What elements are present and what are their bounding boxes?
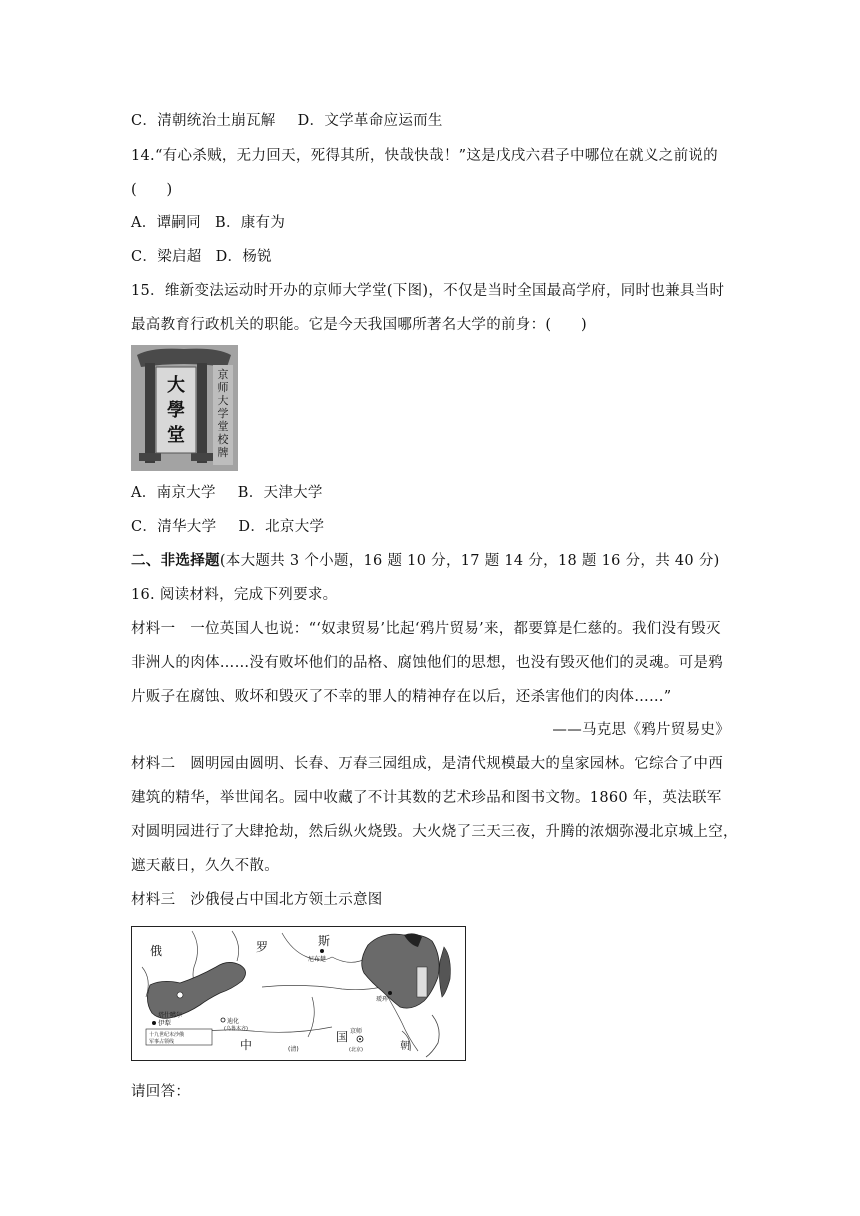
q15-stem-line2: 最高教育行政机关的职能。它是今天我国哪所著名大学的前身：( ) — [131, 317, 587, 333]
map-label-yili: 伊犁 — [158, 1019, 171, 1027]
material-1-line1: 材料一 一位英国人也说：“‘奴隶贸易’比起‘鸦片贸易’来，都要算是仁慈的。我们没有毁灭 — [131, 621, 721, 637]
plaque-char-3: 堂 — [167, 425, 185, 446]
q15-option-a: A．南京大学 — [131, 485, 216, 501]
map-label-zhong: 中 — [240, 1038, 253, 1052]
map-label-guo: 国 — [336, 1030, 349, 1044]
q14-option-a: A．谭嗣同 — [131, 215, 201, 231]
q15-options-cd — [131, 517, 324, 537]
plaque-caption-5: 堂 — [217, 420, 229, 433]
q15-option-d: D．北京大学 — [238, 519, 325, 535]
plaque-caption-1: 京 — [217, 368, 229, 381]
plaque-char-1: 大 — [167, 375, 185, 396]
russia-occupation-map — [131, 926, 466, 1061]
q14-options-cd — [131, 247, 272, 267]
plaque-caption-3: 大 — [217, 394, 229, 407]
plaque-caption-7: 牌 — [217, 446, 229, 459]
q16-stem: 16. 阅读材料，完成下列要求。 — [131, 587, 338, 603]
q14-answer-blank: ( ) — [131, 182, 173, 198]
material-1-line2: 非洲人的肉体……没有败坏他们的品格、腐蚀他们的思想，也没有毁灭他们的灵魂。可是鸦 — [131, 655, 723, 671]
map-legend-text-2: 军事占领线 — [149, 1039, 175, 1045]
q15-option-b: B．天津大学 — [237, 485, 323, 501]
material-2-line3: 对圆明园进行了大肆抢劫，然后纵火烧毁。大火烧了三天三夜，升腾的浓烟弥漫北京城上空， — [131, 824, 738, 840]
answer-prompt: 请回答： — [131, 1084, 191, 1100]
map-label-tashkent: 塔什噶尔 — [158, 1012, 183, 1019]
material-2-line1: 材料二 圆明园由圆明、长春、万春三园组成，是清代规模最大的皇家园林。它综合了中西 — [131, 756, 723, 772]
material-1-source: ——马克思《鸦片贸易史》 — [552, 722, 730, 738]
section-2-title: 二、非选择题 — [131, 552, 220, 569]
q15-option-c: C．清华大学 — [131, 519, 217, 535]
plaque-caption-6: 校 — [217, 433, 229, 446]
map-label-luo: 罗 — [256, 940, 269, 954]
q15-stem-line1: 15．维新变法运动时开办的京师大学堂(下图)，不仅是当时全国最高学府，同时也兼具当时 — [131, 283, 725, 299]
section-2-note: (本大题共 3 个小题，16 题 10 分，17 题 14 分，18 题 16 分，共 40 分) — [219, 553, 720, 569]
plaque-char-2: 學 — [167, 400, 185, 421]
map-label-chao: 朝 — [400, 1041, 410, 1052]
map-label-qing: (清) — [288, 1046, 299, 1053]
material-2-line4: 遮天蔽日，久久不散。 — [131, 858, 279, 874]
material-3-title: 材料三 沙俄侵占中国北方领土示意图 — [131, 892, 383, 908]
school-plaque-image — [131, 345, 238, 471]
q14-stem: 14.“有心杀贼，无力回天，死得其所，快哉快哉！”这是戊戌六君子中哪位在就义之前说的 — [131, 148, 718, 164]
map-label-jingshi-sub: (北京) — [349, 1047, 363, 1053]
map-label-dihua-sub: (乌鲁木齐) — [224, 1026, 248, 1032]
map-label-aihui: 瑷珲 — [376, 996, 389, 1003]
map-label-e: 俄 — [150, 944, 163, 958]
q13-option-d: D．文学革命应运而生 — [297, 113, 443, 129]
q15-options-ab — [131, 483, 323, 503]
q13-options-cd — [131, 111, 443, 131]
q14-option-d: D．杨锐 — [215, 249, 272, 265]
q14-option-c: C．梁启超 — [131, 249, 202, 265]
material-2-line2: 建筑的精华，举世闻名。园中收藏了不计其数的艺术珍品和图书文物。1860 年，英法联军 — [131, 790, 722, 806]
plaque-caption-2: 师 — [217, 381, 229, 394]
section-2-heading — [131, 551, 720, 571]
material-1-line3: 片贩子在腐蚀、败坏和毁灭了不幸的罪人的精神存在以后，还杀害他们的肉体……” — [131, 689, 672, 705]
q13-option-c: C．清朝统治土崩瓦解 — [131, 113, 276, 129]
map-label-nerchinsk: 尼布楚 — [308, 956, 327, 963]
plaque-caption-4: 学 — [217, 407, 229, 420]
q14-option-b: B．康有为 — [214, 215, 286, 231]
map-label-dihua: 迪化 — [227, 1018, 240, 1025]
map-label-si: 斯 — [318, 934, 331, 948]
q14-options-ab — [131, 213, 285, 233]
map-legend-text: 十九世纪末沙俄 — [149, 1032, 185, 1038]
map-label-jingshi: 京师 — [350, 1028, 363, 1035]
